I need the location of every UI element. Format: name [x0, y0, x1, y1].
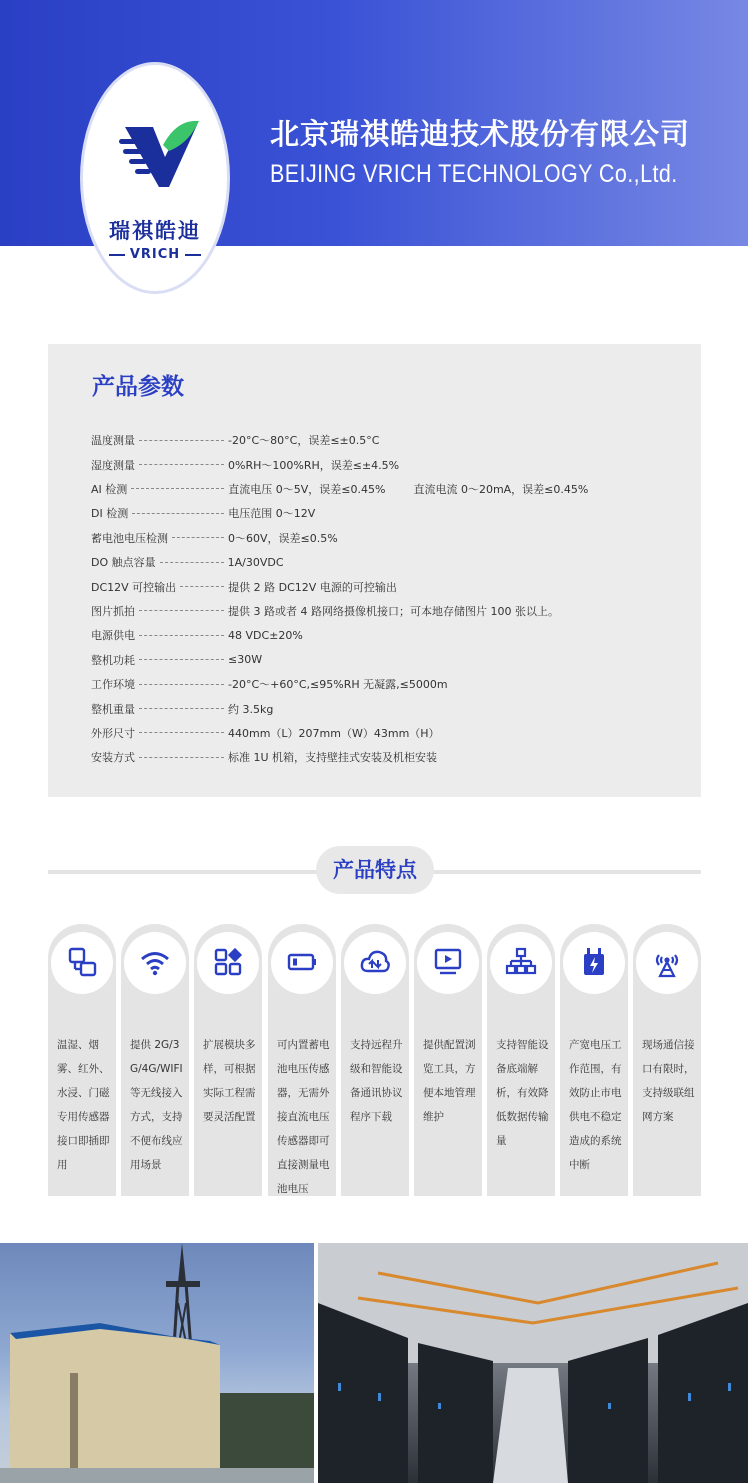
param-label: DC12V 可控输出 [91, 580, 177, 594]
param-row [91, 672, 448, 696]
param-row [91, 599, 559, 623]
feature-text: 扩展模块多样，可根据实际工程需要灵活配置 [203, 1039, 256, 1123]
param-row [91, 696, 273, 720]
feature-card [414, 924, 482, 1196]
param-label: 整机功耗 [91, 653, 135, 667]
param-leader [139, 684, 224, 685]
battery-icon [286, 946, 318, 978]
param-leader [139, 659, 224, 660]
feature-card [48, 924, 116, 1196]
param-value: 1A/30VDC [227, 555, 284, 569]
company-logo [80, 62, 230, 294]
param-leader [139, 610, 224, 611]
param-value: 约 3.5kg [228, 702, 274, 716]
param-value: 440mm（L）207mm（W）43mm（H） [228, 726, 440, 740]
param-label: 蓄电池电压检测 [91, 531, 168, 545]
feature-card [341, 924, 409, 1196]
param-leader [139, 440, 224, 441]
features-title: 产品特点 [316, 846, 434, 894]
logo-text-cn: 瑞祺皓迪 [109, 219, 201, 243]
param-row [91, 721, 440, 745]
param-value: 提供 2 路 DC12V 电源的可控输出 [228, 580, 397, 594]
product-params-panel [48, 344, 701, 797]
company-name-cn: 北京瑞祺皓迪技术股份有限公司 [270, 117, 691, 151]
param-row [91, 452, 399, 476]
feature-card [121, 924, 189, 1196]
param-leader [139, 708, 224, 709]
param-value: ≤30W [228, 653, 263, 667]
feature-card [633, 924, 701, 1196]
param-label: 图片抓拍 [91, 604, 135, 618]
feature-text: 可内置蓄电池电压传感器，无需外接直流电压传感器即可直接测量电池电压 [277, 1039, 330, 1195]
logo-mark-icon [119, 117, 199, 193]
feature-card [268, 924, 336, 1196]
param-leader [132, 513, 224, 514]
param-row [91, 501, 315, 525]
param-value-secondary: 直流电流 0～20mA，误差≤0.45% [413, 482, 589, 496]
feature-text: 支持智能设备底端解析，有效降低数据传输量 [496, 1039, 549, 1147]
cloud-upgrade-icon [359, 946, 391, 978]
feature-text: 提供 2G/3G/4G/WIFI 等无线接入方式，支持不便布线应用场景 [130, 1039, 183, 1171]
feature-text: 支持远程升级和智能设备通讯协议程序下载 [350, 1039, 403, 1123]
param-leader [160, 562, 224, 563]
param-value: 直流电压 0～5V，误差≤0.45% [228, 482, 386, 496]
param-row [91, 428, 379, 452]
power-voltage-icon [578, 946, 610, 978]
feature-text: 温湿、烟雾、红外、水浸、门磁专用传感器接口即插即用 [57, 1039, 110, 1171]
param-leader [180, 586, 224, 587]
param-value: 48 VDC±20% [228, 628, 303, 642]
param-value: 标准 1U 机箱，支持壁挂式安装及机柜安装 [228, 751, 438, 765]
feature-card [560, 924, 628, 1196]
param-label: 整机重量 [91, 702, 135, 716]
feature-card [194, 924, 262, 1196]
param-label: DO 触点容量 [91, 556, 156, 570]
photo-telecom-tower [0, 1243, 314, 1483]
param-leader [139, 732, 224, 733]
sensor-interface-icon [66, 946, 98, 978]
photo-data-center [318, 1243, 748, 1483]
feature-text: 提供配置浏览工具，方便本地管理维护 [423, 1039, 476, 1123]
param-value: 提供 3 路或者 4 路网络摄像机接口；可本地存储图片 100 张以上。 [228, 604, 559, 618]
param-row [91, 550, 284, 574]
logo-text-en: VRICH [129, 247, 181, 262]
param-leader [131, 488, 224, 489]
param-leader [139, 464, 224, 465]
logo-divider [185, 254, 201, 256]
params-title: 产品参数 [92, 374, 184, 400]
param-value: 电压范围 0～12V [228, 507, 316, 521]
param-value: 0～60V，误差≤0.5% [228, 531, 338, 545]
param-value: -20°C～80°C，误差≤±0.5°C [228, 434, 380, 448]
param-label: 工作环境 [91, 678, 135, 692]
wifi-icon [139, 946, 171, 978]
browser-monitor-icon [432, 946, 464, 978]
param-value: -20°C～+60°C,≤95%RH 无凝露,≤5000m [228, 678, 448, 692]
param-leader [172, 537, 224, 538]
network-topology-icon [505, 946, 537, 978]
param-row [91, 574, 397, 598]
company-name-en: BEIJING VRICH TECHNOLOGY Co.,Ltd. [270, 160, 678, 188]
feature-text: 产宽电压工作范围，有效防止市电供电不稳定造成的系统中断 [569, 1039, 622, 1171]
param-label: 安装方式 [91, 751, 135, 765]
param-label: 电源供电 [91, 629, 135, 643]
module-grid-icon [212, 946, 244, 978]
param-label: AI 检测 [91, 482, 128, 496]
param-row [91, 745, 437, 769]
param-label: 温度测量 [91, 434, 135, 448]
logo-divider [109, 254, 125, 256]
feature-card [487, 924, 555, 1196]
param-row [91, 623, 303, 647]
param-label: 外形尺寸 [91, 726, 135, 740]
param-leader [139, 757, 224, 758]
param-value: 0%RH～100%RH，误差≤±4.5% [228, 458, 400, 472]
param-row [91, 648, 262, 672]
param-label: 湿度测量 [91, 458, 135, 472]
feature-text: 现场通信接口有限时，支持级联组网方案 [642, 1039, 695, 1123]
param-row [91, 526, 338, 550]
signal-tower-icon [651, 946, 683, 978]
param-leader [139, 635, 224, 636]
param-label: DI 检测 [91, 507, 129, 521]
param-row [91, 477, 588, 501]
